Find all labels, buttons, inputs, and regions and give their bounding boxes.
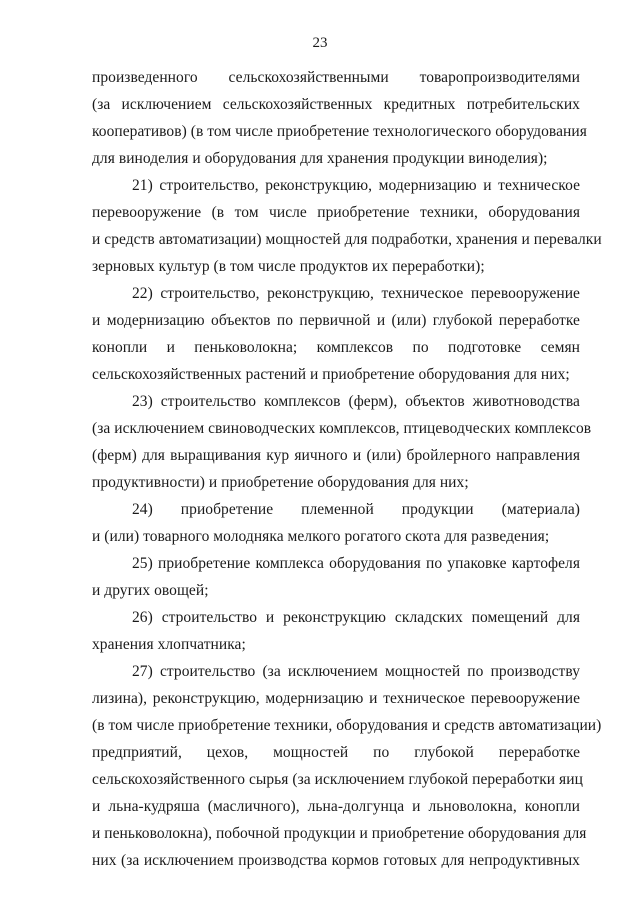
text-line: 21) строительство, реконструкцию, модернизацию и техническое (132, 177, 580, 194)
page-number: 23 (312, 35, 328, 51)
text-line: 23) строительство комплексов (ферм), объектов животноводства (132, 393, 580, 410)
text-line: и других овощей; (92, 582, 209, 599)
text-line: продуктивности) и приобретение оборудования для них; (92, 474, 469, 491)
text-line: и пеньковолокна), побочной продукции и приобретение оборудования для (92, 825, 587, 842)
text-line: конопли и пеньковолокна; комплексов по подготовке семян (92, 339, 580, 356)
text-line: 22) строительство, реконструкцию, техническое перевооружение (132, 285, 580, 302)
text-line: хранения хлопчатника; (92, 636, 246, 653)
text-line: (ферм) для выращивания кур яичного и (или) бройлерного направления (92, 447, 580, 464)
text-line: зерновых культур (в том числе продуктов их переработки); (92, 258, 485, 275)
text-line: 27) строительство (за исключением мощностей по производству (132, 663, 580, 680)
text-line: для виноделия и оборудования для хранения продукции виноделия); (92, 150, 548, 167)
text-line: лизина), реконструкцию, модернизацию и техническое перевооружение (92, 690, 580, 707)
text-line: сельскохозяйственных растений и приобретение оборудования для них; (92, 366, 570, 383)
text-line: предприятий, цехов, мощностей по глубокой переработке (92, 744, 580, 761)
text-line: (за исключением свиноводческих комплексов, птицеводческих комплексов (92, 420, 592, 437)
text-line: и (или) товарного молодняка мелкого рогатого скота для разведения; (92, 528, 550, 545)
text-line: 24) приобретение племенной продукции (материала) (132, 501, 580, 518)
text-line: и средств автоматизации) мощностей для подработки, хранения и перевалки (92, 231, 602, 248)
text-line: них (за исключением производства кормов готовых для непродуктивных (92, 852, 580, 869)
text-line: 26) строительство и реконструкцию складских помещений для (132, 609, 580, 626)
text-line: (в том числе приобретение техники, оборудования и средств автоматизации) (92, 717, 602, 734)
text-line: произведенного сельскохозяйственными товаропроизводителями (92, 69, 580, 86)
text-line: кооперативов) (в том числе приобретение технологического оборудования (92, 123, 587, 140)
text-line: и модернизацию объектов по первичной и (или) глубокой переработке (92, 312, 580, 329)
text-line: и льна-кудряша (масличного), льна-долгунца и льноволокна, конопли (92, 798, 580, 815)
text-line: 25) приобретение комплекса оборудования по упаковке картофеля (132, 555, 580, 572)
text-line: (за исключением сельскохозяйственных кредитных потребительских (92, 96, 580, 113)
text-line: перевооружение (в том числе приобретение техники, оборудования (92, 204, 580, 221)
text-line: сельскохозяйственного сырья (за исключением глубокой переработки яиц (92, 771, 583, 788)
